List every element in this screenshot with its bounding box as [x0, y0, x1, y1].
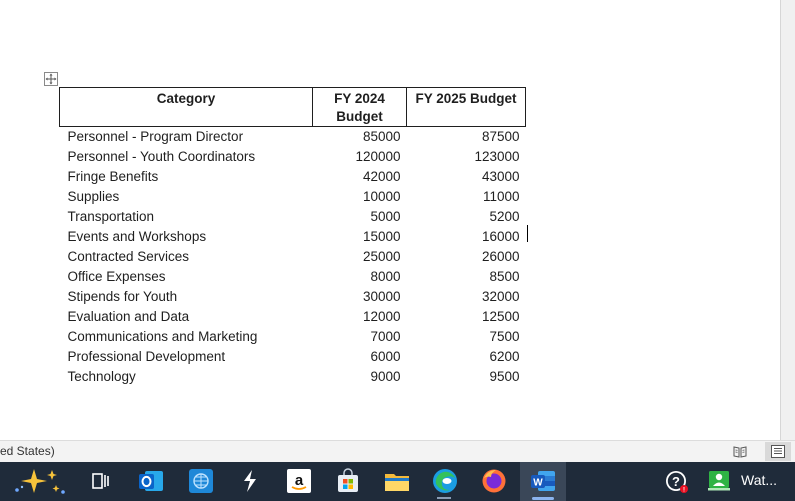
category-cell[interactable]: Communications and Marketing: [67, 329, 258, 344]
amazon-icon[interactable]: [284, 466, 314, 496]
network-app-icon[interactable]: [186, 466, 216, 496]
copilot-icon[interactable]: [12, 466, 42, 496]
file-explorer-icon[interactable]: [382, 466, 412, 496]
fy2025-cell[interactable]: 5200: [489, 209, 520, 224]
category-cell[interactable]: Events and Workshops: [67, 229, 207, 244]
help-icon[interactable]: [662, 466, 692, 496]
header-fy2025-budget[interactable]: FY 2025 Budget: [407, 88, 526, 127]
category-cell[interactable]: Stipends for Youth: [67, 289, 178, 304]
fy2024-cell[interactable]: 42000: [362, 169, 401, 184]
fy2025-cell[interactable]: 16000: [481, 229, 520, 244]
read-mode-icon[interactable]: [733, 445, 747, 457]
fy2025-cell[interactable]: 12500: [481, 309, 520, 324]
fy2025-cell[interactable]: 87500: [481, 129, 520, 144]
edge-running-indicator: [437, 497, 451, 499]
fy2024-cell[interactable]: 10000: [362, 189, 401, 204]
table-row: [60, 147, 526, 167]
fy2025-cell[interactable]: 43000: [481, 169, 520, 184]
fy2025-cell[interactable]: 9500: [489, 369, 520, 384]
fy2024-cell[interactable]: 120000: [355, 149, 401, 164]
text-cursor: [527, 225, 528, 242]
category-cell[interactable]: Fringe Benefits: [67, 169, 159, 184]
svg-text:a: a: [294, 472, 304, 489]
fy2024-cell[interactable]: 12000: [362, 309, 401, 324]
taskbar: [0, 462, 795, 501]
table-header-row: [60, 88, 526, 127]
budget-table[interactable]: [59, 87, 526, 387]
vertical-scrollbar[interactable]: [780, 0, 795, 440]
table-row: [60, 347, 526, 367]
fy2024-cell[interactable]: 8000: [370, 269, 401, 284]
fy2025-cell[interactable]: 26000: [481, 249, 520, 264]
category-cell[interactable]: Contracted Services: [67, 249, 190, 264]
outlook-icon[interactable]: [136, 466, 166, 496]
table-row: [60, 307, 526, 327]
fy2024-cell[interactable]: 6000: [370, 349, 401, 364]
fy2025-cell[interactable]: 8500: [489, 269, 520, 284]
wat-app-icon[interactable]: [705, 466, 735, 496]
header-fy2024-budget[interactable]: FY 2024 Budget: [313, 88, 407, 127]
wat-app-label[interactable]: Wat...: [741, 472, 778, 488]
fy2025-cell[interactable]: 7500: [489, 329, 520, 344]
print-layout-icon[interactable]: [765, 442, 791, 461]
table-row: [60, 267, 526, 287]
firefox-icon[interactable]: [479, 466, 509, 496]
edge-icon[interactable]: [430, 466, 460, 496]
header-category[interactable]: Category: [60, 88, 313, 127]
task-view-icon[interactable]: [85, 466, 115, 496]
table-row: [60, 187, 526, 207]
microsoft-store-icon[interactable]: [333, 466, 363, 496]
fy2025-cell[interactable]: 123000: [474, 149, 520, 164]
category-cell[interactable]: Supplies: [67, 189, 120, 204]
category-cell[interactable]: Personnel - Program Director: [67, 129, 244, 144]
svg-text:!: !: [683, 487, 685, 494]
language-status[interactable]: ed States): [0, 444, 55, 458]
fy2024-cell[interactable]: 5000: [370, 209, 401, 224]
category-cell[interactable]: Office Expenses: [67, 269, 166, 284]
fy2024-cell[interactable]: 7000: [370, 329, 401, 344]
fy2025-cell[interactable]: 6200: [489, 349, 520, 364]
svg-text:W: W: [533, 477, 543, 489]
fy2025-cell[interactable]: 32000: [481, 289, 520, 304]
table-row: [60, 227, 526, 247]
table-row: [60, 167, 526, 187]
fy2024-cell[interactable]: 25000: [362, 249, 401, 264]
category-cell[interactable]: Technology: [67, 369, 136, 384]
table-move-handle-icon[interactable]: [44, 72, 58, 86]
table-row: [60, 287, 526, 307]
table-row: [60, 207, 526, 227]
svg-text:?: ?: [672, 474, 680, 489]
table-body: [60, 127, 526, 388]
table-row: [60, 247, 526, 267]
fy2024-cell[interactable]: 9000: [370, 369, 401, 384]
slack-icon[interactable]: [235, 466, 265, 496]
category-cell[interactable]: Transportation: [67, 209, 155, 224]
fy2024-cell[interactable]: 30000: [362, 289, 401, 304]
table-row: [60, 327, 526, 347]
category-cell[interactable]: Professional Development: [67, 349, 226, 364]
status-bar: [0, 440, 795, 462]
category-cell[interactable]: Evaluation and Data: [67, 309, 190, 324]
word-icon[interactable]: [528, 466, 558, 496]
fy2025-cell[interactable]: 11000: [482, 189, 520, 204]
fy2024-cell[interactable]: 15000: [362, 229, 401, 244]
word-taskbar-active[interactable]: [520, 462, 566, 501]
category-cell[interactable]: Personnel - Youth Coordinators: [67, 149, 256, 164]
table-row: [60, 127, 526, 148]
table-row: [60, 367, 526, 387]
fy2024-cell[interactable]: 85000: [362, 129, 401, 144]
